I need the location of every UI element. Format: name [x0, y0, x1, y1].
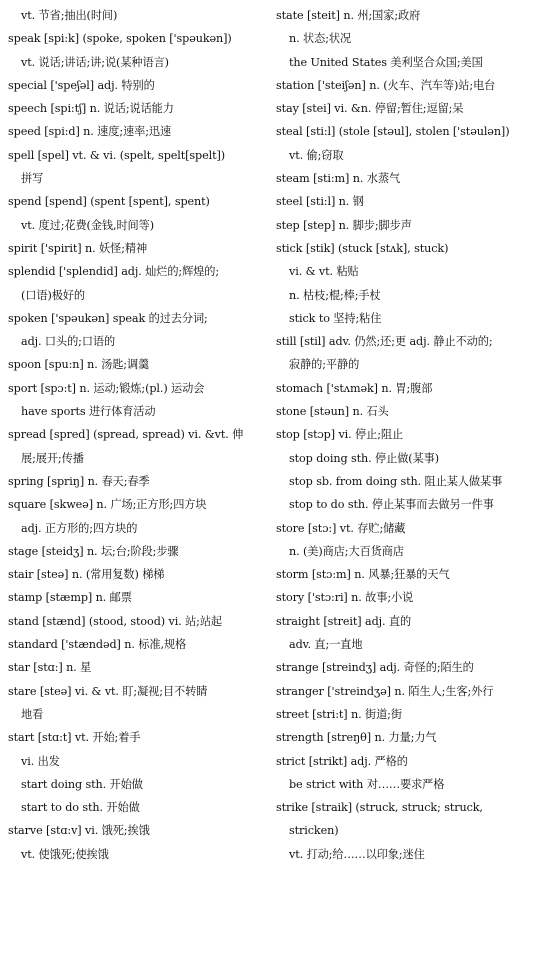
entry-headword-line: stick [stik] (stuck [stʌk], stuck) [276, 241, 449, 255]
entry-headword-line: strange [streindʒ] adj. 奇怪的;陌生的 [276, 661, 474, 675]
entry-continuation-line: the United States 美利坚合众国;美国 [289, 55, 483, 69]
entry-headword-line: spring [spriŋ] n. 春天;春季 [8, 474, 150, 488]
entry-continuation-line: adj. 正方形的;四方块的 [21, 521, 138, 535]
entry-headword-line: square [skweə] n. 广场;正方形;四方块 [8, 498, 207, 512]
entry-continuation-line: vi. 出发 [21, 754, 60, 768]
entry-continuation-line: vt. 偷;窃取 [289, 148, 344, 162]
entry-continuation-line: n. (美)商店;大百货商店 [289, 544, 404, 558]
entry-headword-line: steam [sti:m] n. 水蒸气 [276, 172, 401, 186]
entry-headword-line: start [stɑ:t] vt. 开始;着手 [8, 731, 141, 745]
left-column [8, 4, 270, 866]
entry-headword-line: special ['speʃəl] adj. 特别的 [8, 78, 155, 92]
entry-headword-line: story ['stɔ:ri] n. 故事;小说 [276, 591, 414, 605]
entry-headword-line: stay [stei] vi. &n. 停留;暂住;逗留;呆 [276, 102, 464, 116]
entry-headword-line: starve [stɑ:v] vi. 饿死;挨饿 [8, 824, 150, 838]
entry-headword-line: stage [steidʒ] n. 坛;台;阶段;步骤 [8, 544, 179, 558]
entry-continuation-line: stop doing sth. 停止做(某事) [289, 451, 440, 465]
entry-headword-line: standard ['stændəd] n. 标准,规格 [8, 638, 187, 652]
entry-continuation-line: 寂静的;平静的 [289, 358, 360, 372]
entry-headword-line: spend [spend] (spent [spent], spent) [8, 195, 210, 209]
entry-headword-line: still [stil] adv. 仍然;还;更 adj. 静止不动的; [276, 335, 493, 349]
entry-headword-line: star [stɑ:] n. 星 [8, 661, 92, 675]
entry-continuation-line: adv. 直;一直地 [289, 638, 363, 652]
entry-headword-line: speech [spi:tʃ] n. 说话;说话能力 [8, 102, 174, 116]
entry-continuation-line: 拼写 [21, 172, 44, 186]
entry-continuation-line: vt. 节省;抽出(时间) [21, 9, 118, 22]
entry-headword-line: spell [spel] vt. & vi. (spelt, spelt[spelt]) [8, 148, 226, 162]
entry-continuation-line: vt. 打动;给……以印象;迷住 [289, 847, 425, 861]
entry-headword-line: state [steit] n. 州;国家;政府 [276, 9, 421, 22]
entry-headword-line: step [step] n. 脚步;脚步声 [276, 218, 412, 232]
entry-headword-line: stair [steə] n. (常用复数) 梯梯 [8, 568, 165, 582]
entry-continuation-line: vt. 说话;讲话;讲;说(某种语言) [21, 55, 169, 69]
entry-headword-line: strike [straik] (struck, struck; struck, [276, 801, 483, 815]
entry-headword-line: stone [stəun] n. 石头 [276, 405, 389, 419]
entry-headword-line: stamp [stæmp] n. 邮票 [8, 591, 132, 605]
entry-headword-line: stare [steə] vi. & vt. 盯;凝视;目不转睛 [8, 684, 208, 698]
entry-headword-line: station ['steiʃən] n. (火车、汽车等)站;电台 [276, 78, 496, 92]
entry-headword-line: strength [streŋθ] n. 力量;力气 [276, 731, 437, 745]
entry-headword-line: stranger ['streindʒə] n. 陌生人;生客;外行 [276, 684, 494, 698]
entry-headword-line: speed [spi:d] n. 速度;速率;迅速 [8, 125, 172, 139]
entry-continuation-line: 展;展开;传播 [21, 451, 84, 465]
entry-continuation-line: start doing sth. 开始做 [21, 777, 143, 791]
entry-continuation-line: adj. 口头的;口语的 [21, 335, 116, 349]
entry-headword-line: splendid ['splendid] adj. 灿烂的;辉煌的; [8, 265, 220, 279]
entry-headword-line: street [stri:t] n. 街道;街 [276, 707, 402, 721]
entry-continuation-line: n. 枯枝;棍;棒;手杖 [289, 288, 381, 302]
entry-continuation-line: (口语)极好的 [21, 288, 85, 302]
entry-headword-line: steel [sti:l] n. 钢 [276, 195, 364, 209]
entry-headword-line: stomach ['stʌmək] n. 胃;腹部 [276, 381, 433, 395]
entry-headword-line: sport [spɔ:t] n. 运动;锻炼;(pl.) 运动会 [8, 381, 205, 395]
right-column [276, 4, 538, 866]
entry-continuation-line: vt. 使饿死;使挨饿 [21, 847, 109, 861]
entry-continuation-line: stop to do sth. 停止某事而去做另一件事 [289, 498, 494, 512]
entry-headword-line: store [stɔ:] vt. 存贮;储藏 [276, 521, 406, 535]
entry-headword-line: spoon [spu:n] n. 汤匙;调羹 [8, 358, 150, 372]
entry-continuation-line: have sports 进行体育活动 [21, 405, 156, 419]
entry-continuation-line: vi. & vt. 粘贴 [289, 265, 359, 279]
entry-continuation-line: stick to 坚持;粘住 [289, 311, 382, 325]
entry-continuation-line: vt. 度过;花费(金钱,时间等) [21, 218, 154, 232]
entry-headword-line: straight [streit] adj. 直的 [276, 614, 412, 628]
entry-continuation-line: be strict with 对……要求严格 [289, 777, 445, 791]
entry-headword-line: steal [sti:l] (stole [stəul], stolen ['stəulən]) [276, 125, 510, 139]
entry-continuation-line: stricken) [289, 824, 339, 838]
entry-headword-line: spoken ['spəukən] speak 的过去分词; [8, 311, 208, 325]
entry-headword-line: storm [stɔ:m] n. 风暴;狂暴的天气 [276, 568, 450, 582]
entry-continuation-line: start to do sth. 开始做 [21, 801, 140, 815]
entry-headword-line: spirit ['spirit] n. 妖怪;精神 [8, 241, 148, 255]
entry-continuation-line: stop sb. from doing sth. 阻止某人做某事 [289, 474, 503, 488]
entry-headword-line: speak [spi:k] (spoke, spoken ['spəukən]) [8, 32, 232, 46]
entry-headword-line: strict [strikt] adj. 严格的 [276, 754, 408, 768]
entry-continuation-line: 地看 [21, 707, 44, 721]
entry-headword-line: spread [spred] (spread, spread) vi. &vt. 伸 [8, 428, 244, 442]
entry-headword-line: stand [stænd] (stood, stood) vi. 站;站起 [8, 614, 223, 628]
entry-continuation-line: n. 状态;状况 [289, 32, 352, 46]
entry-headword-line: stop [stɔp] vi. 停止;阻止 [276, 428, 404, 442]
